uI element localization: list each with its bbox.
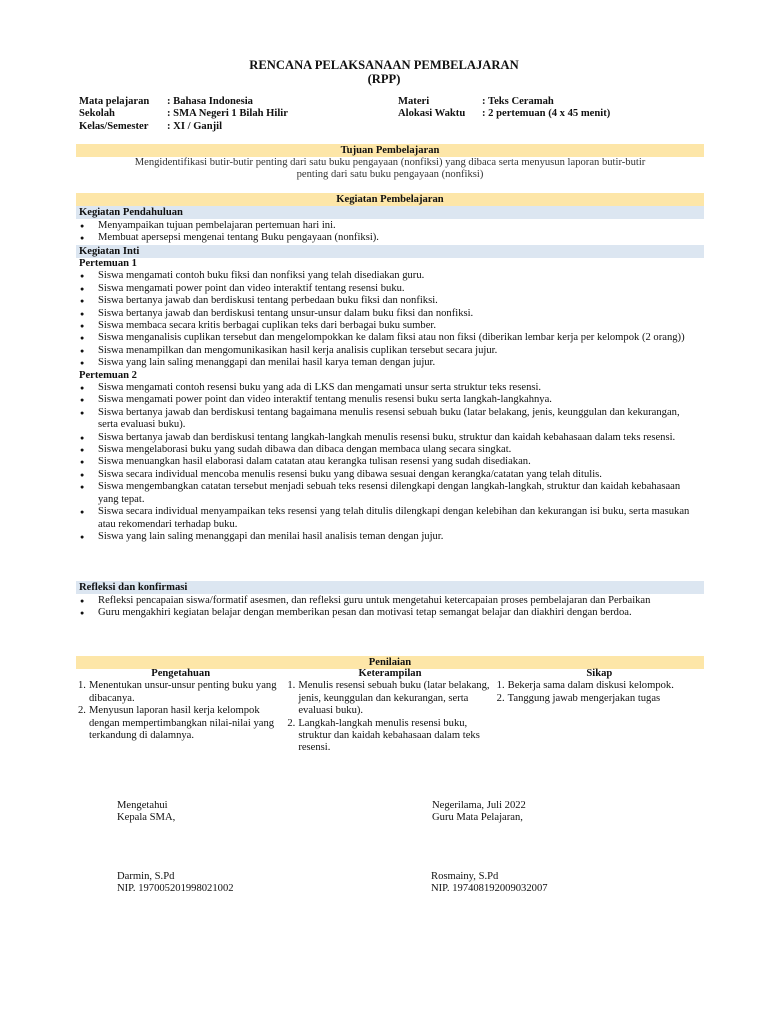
signature-right bbox=[432, 800, 526, 825]
inti-section bbox=[76, 258, 704, 543]
meta-value: : XI / Ganjil bbox=[167, 120, 223, 132]
list-item: ● Siswa mengamati power point dan video interaktif tentang menulis resensi buku serta langkah-langkahnya. bbox=[76, 394, 704, 406]
list-item-text: Langkah-langkah menulis resensi buku, struktur dan kaidah kebahasaan dalam teks resensi. bbox=[298, 717, 480, 754]
list-item: ● Siswa bertanya jawab dan berdiskusi tentang perbedaan buku fiksi dan nonfiksi. bbox=[76, 295, 704, 307]
list-item: ● Siswa secara individual menyampaikan teks resensi yang telah ditulis dilengkapi dengan kelebihan dan kekurangan isi buku, serta masukan atau rekomendari terhadap buku. bbox=[76, 506, 704, 531]
pertemuan-1-label: Pertemuan 1 bbox=[79, 258, 137, 269]
list-item: 1. Menentukan unsur-unsur penting buku yang dibacanya. bbox=[78, 680, 277, 704]
signature-left-line-2: Kepala SMA, bbox=[117, 812, 176, 824]
pertemuan-1-list bbox=[76, 270, 704, 369]
list-item: ● Siswa mengamati contoh buku fiksi dan nonfiksi yang telah disediakan guru. bbox=[76, 270, 704, 282]
refleksi-heading: Refleksi dan konfirmasi bbox=[76, 581, 704, 594]
signature-right-name: Rosmainy, S.Pd bbox=[431, 871, 499, 882]
pengetahuan-list bbox=[78, 680, 283, 742]
signature-right-name-block bbox=[431, 871, 548, 896]
list-item: ● Siswa bertanya jawab dan berdiskusi tentang bagaimana menulis resensi sebuah buku (latar belakang, jenis, keunggulan dan kekurangan, serta evaluasi buku). bbox=[76, 407, 704, 432]
pengetahuan-heading: Pengetahuan bbox=[151, 668, 211, 679]
meta-label: Materi bbox=[398, 96, 430, 107]
list-item: 1. Menulis resensi sebuah buku (latar belakang, jenis, keunggulan dan kekurangan, serta evaluasi buku). bbox=[287, 680, 490, 717]
sikap-heading: Sikap bbox=[586, 668, 613, 679]
document-subtitle: (RPP) bbox=[367, 72, 401, 86]
meta-value: : SMA Negeri 1 Bilah Hilir bbox=[167, 108, 288, 120]
signature-left-nip: NIP. 197005201998021002 bbox=[117, 883, 234, 895]
meta-row bbox=[398, 108, 610, 120]
list-item: ● Siswa bertanya jawab dan berdiskusi tentang unsur-unsur dalam buku fiksi dan nonfiksi. bbox=[76, 308, 704, 320]
list-item: ● Menyampaikan tujuan pembelajaran pertemuan hari ini. bbox=[76, 220, 704, 232]
pertemuan-2-label: Pertemuan 2 bbox=[79, 369, 137, 381]
keterampilan-list bbox=[287, 680, 492, 754]
penilaian-heading: Penilaian bbox=[76, 656, 704, 669]
meta-row bbox=[79, 108, 288, 120]
list-item-text: Bekerja sama dalam diskusi kelompok. bbox=[507, 680, 674, 692]
refleksi-section bbox=[76, 595, 704, 620]
list-item: 1. Bekerja sama dalam diskusi kelompok. bbox=[496, 680, 674, 692]
meta-value: : 2 pertemuan (4 x 45 menit) bbox=[482, 108, 611, 120]
kegiatan-heading: Kegiatan Pembelajaran bbox=[76, 193, 704, 206]
signature-right-line-2: Guru Mata Pelajaran, bbox=[432, 812, 523, 824]
list-item: ● Siswa yang lain saling menanggapi dan menilai hasil analisis teman dengan jujur. bbox=[76, 531, 704, 543]
signature-right-line-1: Negerilama, Juli 2022 bbox=[432, 800, 526, 811]
list-item-text: Menulis resensi sebuah buku (latar belakang, jenis, keunggulan dan kekurangan, serta evaluasi buku). bbox=[298, 680, 490, 717]
list-item-text: Tanggung jawab mengerjakan tugas bbox=[507, 692, 661, 704]
list-item: ● Siswa mengamati contoh resensi buku yang ada di LKS dan mengamati unsur serta struktur teks resensi. bbox=[76, 382, 704, 394]
list-item: 2. Langkah-langkah menulis resensi buku, struktur dan kaidah kebahasaan dalam teks resensi. bbox=[287, 717, 480, 754]
pendahuluan-list bbox=[76, 220, 704, 245]
tujuan-line-2: penting dari satu buku pengayaan (nonfiksi) bbox=[296, 169, 484, 180]
sikap-list bbox=[497, 680, 702, 705]
signature-right-nip: NIP. 197408192009032007 bbox=[431, 883, 548, 895]
meta-row bbox=[79, 121, 288, 133]
tujuan-heading: Tujuan Pembelajaran bbox=[76, 144, 704, 157]
meta-left bbox=[79, 96, 288, 133]
meta-label: Kelas/Semester bbox=[79, 120, 149, 132]
list-item: ● Siswa secara individual mencoba menulis resensi buku yang dibawa sesuai dengan kerangka/catatan yang telah ditulis. bbox=[76, 469, 704, 481]
pendahuluan-section bbox=[76, 220, 704, 245]
list-item: ● Siswa membaca secara kritis berbagai cuplikan teks dari berbagai buku sumber. bbox=[76, 320, 704, 332]
list-item: ● Siswa yang lain saling menanggapi dan menilai hasil karya teman dengan jujur. bbox=[76, 357, 704, 369]
pengetahuan-column bbox=[76, 668, 285, 755]
list-item: ● Siswa mengelaborasi buku yang sudah dibawa dan dibaca dengan membaca ulang secara singkat. bbox=[76, 444, 704, 456]
signature-left-name-block bbox=[117, 871, 234, 896]
meta-right bbox=[398, 96, 610, 121]
list-item: ● Membuat apersepsi mengenai tentang Buku pengayaan (nonfiksi). bbox=[76, 232, 704, 244]
list-item: ● Siswa menuangkan hasil elaborasi dalam catatan atau kerangka tulisan resensi yang sudah disediakan. bbox=[76, 456, 704, 468]
list-item: ● Siswa menampilkan dan mengomunikasikan hasil kerja analisis cuplikan tersebut secara jujur. bbox=[76, 345, 704, 357]
inti-heading: Kegiatan Inti bbox=[76, 245, 704, 258]
penilaian-columns bbox=[76, 668, 704, 755]
meta-value: : Teks Ceramah bbox=[482, 96, 554, 107]
pendahuluan-heading: Kegiatan Pendahuluan bbox=[76, 206, 704, 219]
list-item-text: Menentukan unsur-unsur penting buku yang dibacanya. bbox=[89, 680, 277, 704]
keterampilan-column bbox=[285, 668, 494, 755]
signature-left bbox=[117, 800, 175, 825]
sikap-column bbox=[495, 668, 704, 755]
list-item-text: Menyusun laporan hasil kerja kelompok dengan mempertimbangkan nilai-nilai yang terkandung di dalamnya. bbox=[89, 705, 275, 742]
signature-left-line-1: Mengetahui bbox=[117, 800, 168, 811]
keterampilan-heading: Keterampilan bbox=[358, 668, 422, 679]
list-item: 2. Tanggung jawab mengerjakan tugas bbox=[496, 692, 661, 704]
list-item: ● Guru mengakhiri kegiatan belajar dengan memberikan pesan dan motivasi tetap semangat belajar dan diakhiri dengan berdoa. bbox=[76, 607, 704, 619]
document-title: RENCANA PELAKSANAAN PEMBELAJARAN bbox=[249, 58, 519, 72]
signature-left-name: Darmin, S.Pd bbox=[117, 871, 175, 882]
meta-value: : Bahasa Indonesia bbox=[167, 96, 253, 107]
list-item: 2. Menyusun laporan hasil kerja kelompok dengan mempertimbangkan nilai-nilai yang terkandung di dalamnya. bbox=[78, 705, 275, 742]
list-item: ● Siswa menganalisis cuplikan tersebut dan mengelompokkan ke dalam fiksi atau non fiksi (diberikan lembar kerja per kelompok (2 orang)) bbox=[76, 332, 704, 344]
list-item: ● Siswa mengembangkan catatan tersebut menjadi sebuah teks resensi dilengkapi dengan langkah-langkah, struktur dan kaidah kebahasaan yang tepat. bbox=[76, 481, 704, 506]
meta-label: Sekolah bbox=[79, 108, 115, 120]
meta-row bbox=[79, 96, 288, 108]
list-item: ● Refleksi pencapaian siswa/formatif asesmen, dan refleksi guru untuk mengetahui ketercapaian proses pembelajaran dan Perbaikan bbox=[76, 595, 704, 607]
meta-label: Mata pelajaran bbox=[79, 96, 150, 107]
meta-label: Alokasi Waktu bbox=[398, 108, 466, 120]
list-item: ● Siswa bertanya jawab dan berdiskusi tentang langkah-langkah menulis resensi buku, struktur dan kaidah kebahasaan dalam teks resensi. bbox=[76, 432, 704, 444]
meta-row bbox=[398, 96, 610, 108]
pertemuan-2-list bbox=[76, 382, 704, 543]
refleksi-list bbox=[76, 595, 704, 620]
tujuan-line-1: Mengidentifikasi butir-butir penting dari satu buku pengayaan (nonfiksi) yang dibaca serta menyusun laporan butir-butir bbox=[134, 157, 646, 168]
list-item: ● Siswa mengamati power point dan video interaktif tentang resensi buku. bbox=[76, 283, 704, 295]
